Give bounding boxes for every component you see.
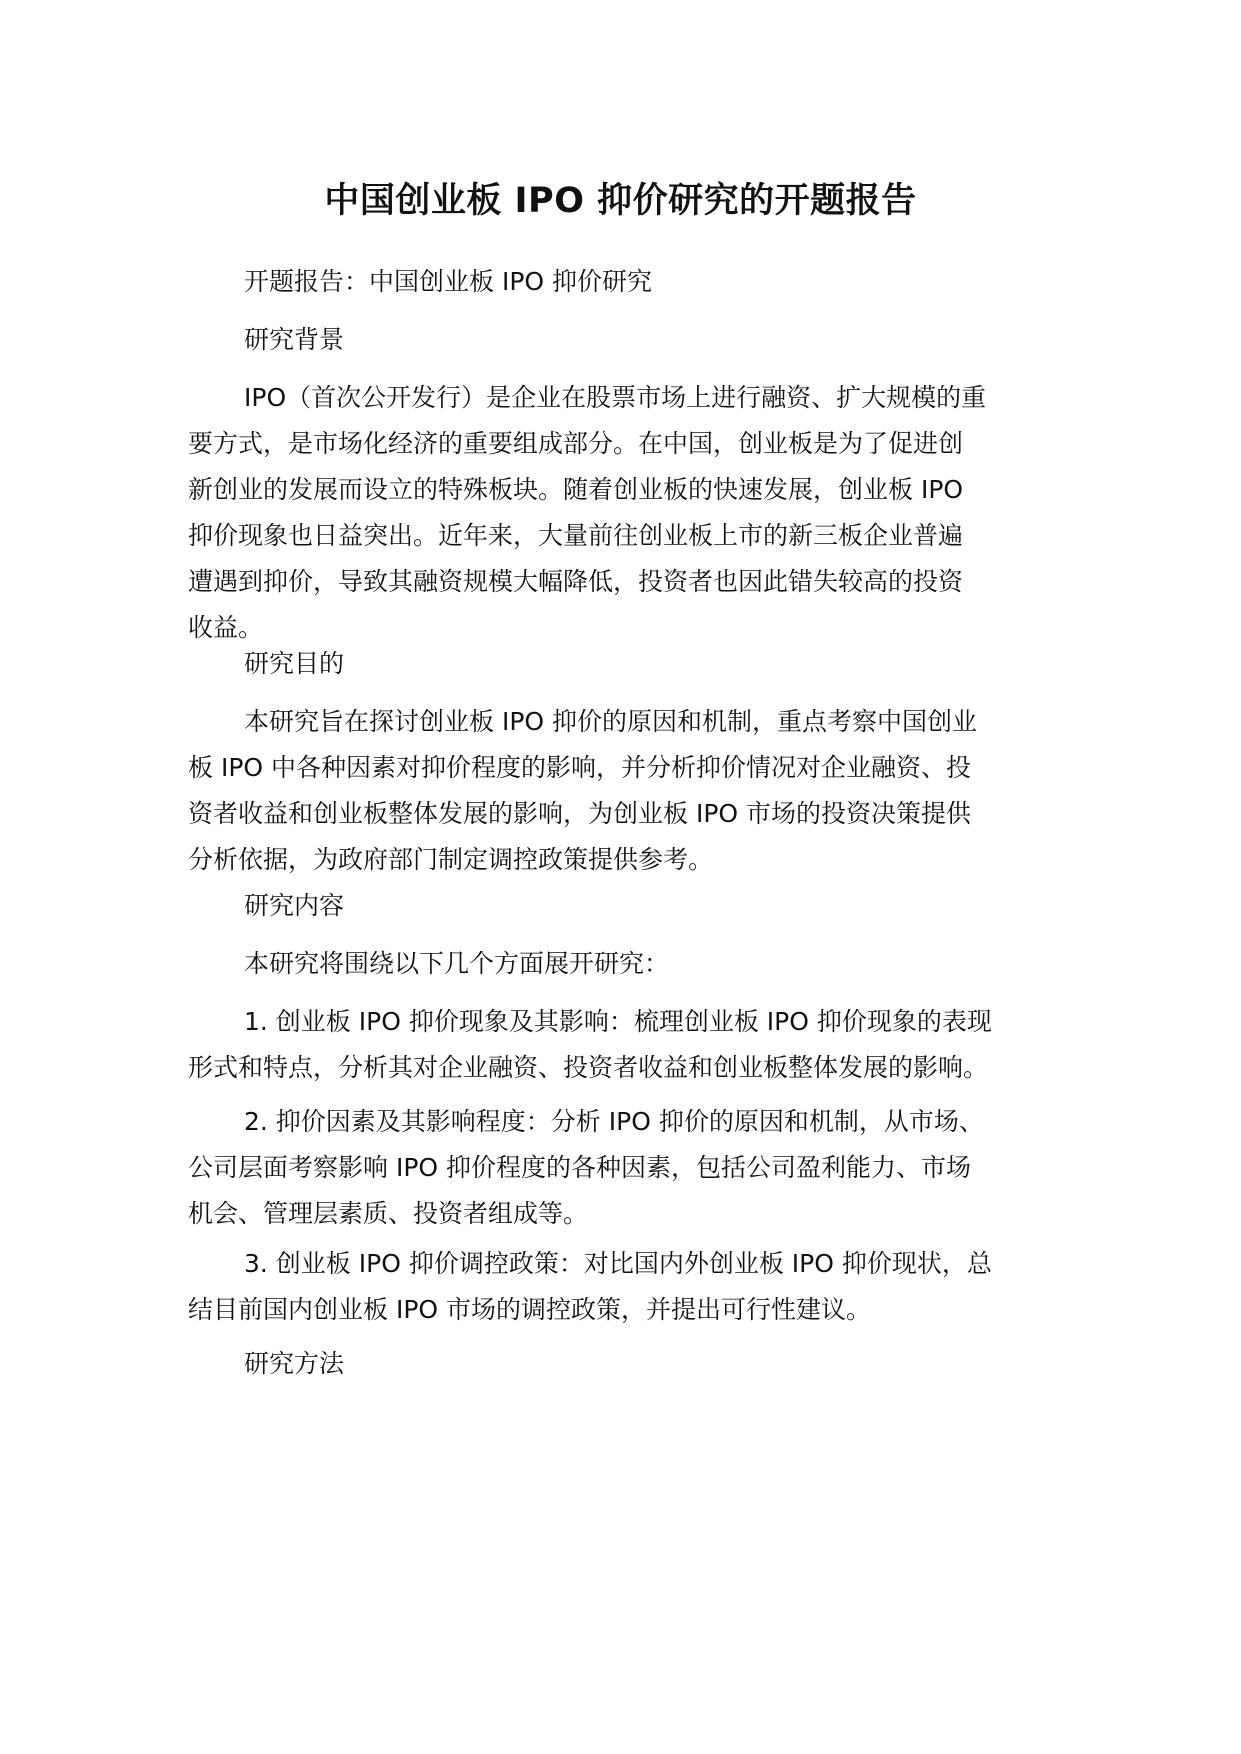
method-heading (188, 1341, 1068, 1387)
paragraph-line: 3. 创业板 IPO 抑价调控政策：对比国内外创业板 IPO 抑价现状，总 (244, 1249, 992, 1278)
paragraph-line: 要方式，是市场化经济的重要组成部分。在中国，创业板是为了促进创 (188, 429, 964, 458)
content-item-3 (188, 1241, 1068, 1333)
purpose-heading (188, 641, 1068, 687)
content-intro (188, 941, 1068, 987)
paragraph-line: IPO（首次公开发行）是企业在股票市场上进行融资、扩大规模的重 (244, 383, 987, 412)
background-heading-text: 研究背景 (244, 325, 345, 354)
paragraph-line: 遭遇到抑价，导致其融资规模大幅降低，投资者也因此错失较高的投资 (188, 567, 964, 596)
paragraph-line: 分析依据，为政府部门制定调控政策提供参考。 (188, 845, 714, 874)
purpose-paragraph (188, 699, 1068, 883)
paragraph-line: 板 IPO 中各种因素对抑价程度的影响，并分析抑价情况对企业融资、投 (188, 753, 972, 782)
paragraph-line: 资者收益和创业板整体发展的影响，为创业板 IPO 市场的投资决策提供 (188, 799, 972, 828)
paragraph-line: 2. 抑价因素及其影响程度：分析 IPO 抑价的原因和机制，从市场、 (244, 1107, 984, 1136)
content-intro-text: 本研究将围绕以下几个方面展开研究： (244, 949, 670, 978)
content-item-2 (188, 1099, 1068, 1237)
content-heading (188, 883, 1068, 929)
content-heading-text: 研究内容 (244, 891, 345, 920)
document-title: 中国创业板 IPO 抑价研究的开题报告 (324, 181, 917, 221)
paragraph-line: 形式和特点，分析其对企业融资、投资者收益和创业板整体发展的影响。 (188, 1053, 989, 1082)
paragraph-line: 公司层面考察影响 IPO 抑价程度的各种因素，包括公司盈利能力、市场 (188, 1153, 972, 1182)
paragraph-line: 新创业的发展而设立的特殊板块。随着创业板的快速发展，创业板 IPO (188, 475, 964, 504)
paragraph-line: 机会、管理层素质、投资者组成等。 (188, 1199, 589, 1228)
paragraph-line: 抑价现象也日益突出。近年来，大量前往创业板上市的新三板企业普遍 (188, 521, 964, 550)
background-heading (188, 317, 1068, 363)
purpose-heading-text: 研究目的 (244, 649, 345, 678)
paragraph-line: 结目前国内创业板 IPO 市场的调控政策，并提出可行性建议。 (188, 1295, 872, 1324)
paragraph-line: 1. 创业板 IPO 抑价现象及其影响：梳理创业板 IPO 抑价现象的表现 (244, 1007, 992, 1036)
subtitle-text: 开题报告：中国创业板 IPO 抑价研究 (244, 267, 653, 296)
subtitle (188, 259, 1068, 305)
paragraph-line: 本研究旨在探讨创业板 IPO 抑价的原因和机制，重点考察中国创业 (244, 707, 978, 736)
content-item-1 (188, 999, 1068, 1091)
method-heading-text: 研究方法 (244, 1349, 345, 1378)
background-paragraph (188, 375, 1068, 651)
paragraph-line: 收益。 (188, 613, 264, 642)
